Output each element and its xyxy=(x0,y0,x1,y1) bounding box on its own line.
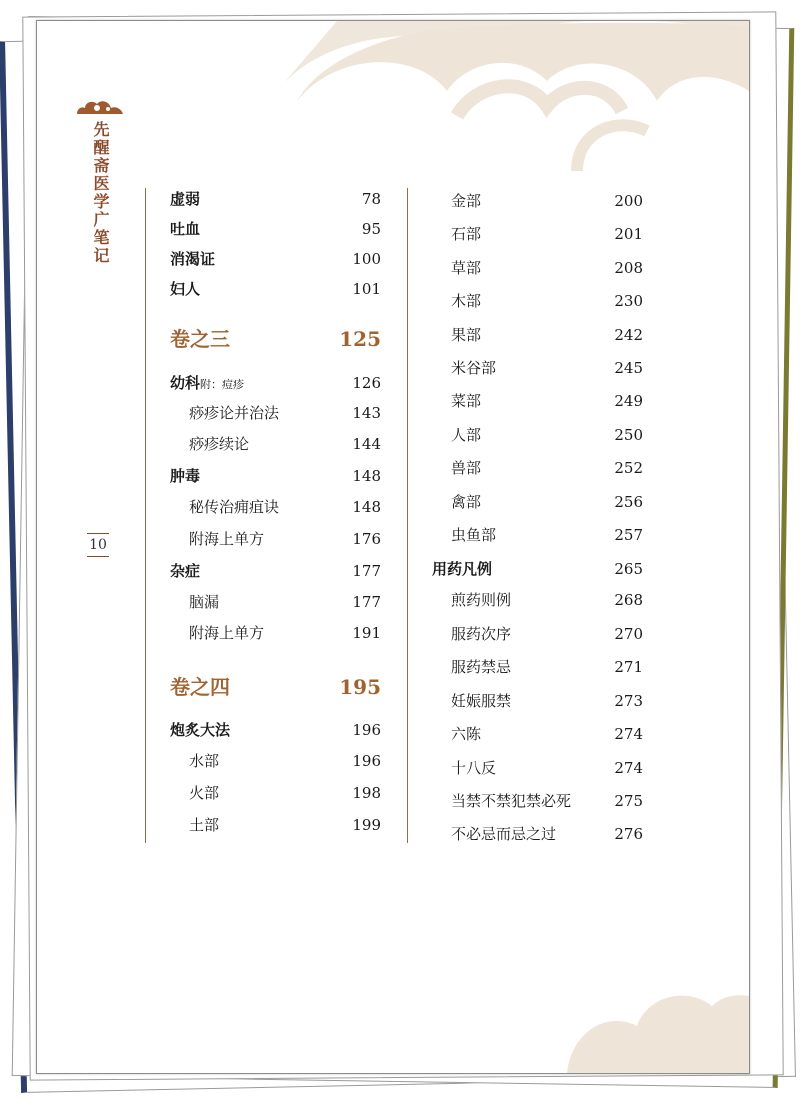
toc-entry-page: 249 xyxy=(614,392,643,410)
toc-entry xyxy=(170,249,381,269)
toc-entry-page: 257 xyxy=(614,526,643,544)
toc-entry-title: 金部 xyxy=(451,192,482,210)
toc-entry-page: 268 xyxy=(614,591,643,609)
toc-entry-page: 200 xyxy=(614,192,643,210)
toc-entry-title: 附海上单方 xyxy=(189,624,265,642)
toc-entry-title: 煎药则例 xyxy=(451,591,512,609)
toc-entry xyxy=(451,590,643,610)
cloud-logo-icon xyxy=(75,96,125,118)
toc-entry-page: 101 xyxy=(352,280,381,298)
toc-entry-title: 土部 xyxy=(189,816,220,834)
toc-entry xyxy=(451,458,643,478)
toc-entry-page: 148 xyxy=(352,467,381,485)
toc-entry-title: 虫鱼部 xyxy=(451,526,497,544)
toc-entry-page: 274 xyxy=(614,759,643,777)
toc-entry-title: 吐血 xyxy=(170,220,201,238)
toc-entry xyxy=(451,224,643,244)
toc-entry-page: 199 xyxy=(352,816,381,834)
toc-entry xyxy=(451,191,643,211)
column-divider xyxy=(407,188,408,843)
page-number: 10 xyxy=(87,533,109,557)
toc-entry xyxy=(170,219,381,239)
toc-entry-page: 191 xyxy=(352,624,381,642)
toc-entry xyxy=(170,561,381,581)
toc-entry-title: 水部 xyxy=(189,752,220,770)
toc-entry xyxy=(451,391,643,411)
toc-entry-page: 271 xyxy=(614,658,643,676)
toc-entry-page: 125 xyxy=(339,327,381,351)
toc-entry xyxy=(170,466,381,486)
toc-entry xyxy=(189,783,381,803)
toc-volume-heading xyxy=(170,674,381,700)
toc-entry-title: 人部 xyxy=(451,426,482,444)
toc-entry-title: 米谷部 xyxy=(451,359,497,377)
toc-entry-page: 250 xyxy=(614,426,643,444)
toc-entry-title: 十八反 xyxy=(451,759,497,777)
toc-entry-title: 火部 xyxy=(189,784,220,802)
toc-entry xyxy=(170,720,381,740)
toc-entry xyxy=(170,373,381,395)
toc-entry-page: 148 xyxy=(352,498,381,516)
toc-entry-title: 妊娠服禁 xyxy=(451,692,512,710)
toc-entry-page: 274 xyxy=(614,725,643,743)
toc-entry-page: 100 xyxy=(352,250,381,268)
toc-entry xyxy=(451,291,643,311)
toc-entry-page: 196 xyxy=(352,721,381,739)
toc-entry-title: 痧疹续论 xyxy=(189,435,250,453)
toc-entry xyxy=(189,497,381,517)
toc-entry xyxy=(451,624,643,644)
toc-entry-title: 服药次序 xyxy=(451,625,512,643)
toc-entry-title: 当禁不禁犯禁必死 xyxy=(451,792,572,810)
toc-entry-page: 276 xyxy=(614,825,643,843)
toc-entry xyxy=(189,592,381,612)
toc-entry xyxy=(189,529,381,549)
toc-entry-title: 虚弱 xyxy=(170,190,201,208)
toc-entry-title: 妇人 xyxy=(170,280,201,298)
running-title: 先醒斋医学广笔记 xyxy=(91,121,110,265)
toc-entry-title: 果部 xyxy=(451,326,482,344)
toc-entry xyxy=(189,815,381,835)
toc-entry-page: 201 xyxy=(614,225,643,243)
toc-entry xyxy=(451,791,643,811)
toc-entry-title: 秘传治痈疽诀 xyxy=(189,498,280,516)
toc-entry-page: 256 xyxy=(614,493,643,511)
toc-entry xyxy=(451,758,643,778)
toc-entry-page: 126 xyxy=(352,374,381,392)
toc-entry xyxy=(451,525,643,545)
toc-entry-title: 脑漏 xyxy=(189,593,220,611)
toc-entry-page: 245 xyxy=(614,359,643,377)
toc-entry xyxy=(451,657,643,677)
toc-entry-page: 78 xyxy=(361,190,381,208)
toc-entry xyxy=(170,279,381,299)
toc-entry-page: 265 xyxy=(614,560,643,578)
toc-entry-title: 菜部 xyxy=(451,392,482,410)
toc-entry-page: 230 xyxy=(614,292,643,310)
toc-entry-title: 石部 xyxy=(451,225,482,243)
toc-entry xyxy=(451,724,643,744)
toc-entry-title: 木部 xyxy=(451,292,482,310)
toc-entry xyxy=(432,559,643,579)
toc-entry-page: 144 xyxy=(352,435,381,453)
cloud-decoration-top xyxy=(277,21,749,171)
toc-entry-title: 消渴证 xyxy=(170,250,216,268)
toc-entry-title: 肿毒 xyxy=(170,467,201,485)
toc-entry-page: 176 xyxy=(352,530,381,548)
toc-entry xyxy=(451,258,643,278)
toc-entry xyxy=(189,434,381,454)
toc-entry-page: 270 xyxy=(614,625,643,643)
toc-entry-page: 242 xyxy=(614,326,643,344)
toc-entry xyxy=(451,824,643,844)
cloud-decoration-bottom xyxy=(567,981,749,1073)
toc-entry-title: 服药禁忌 xyxy=(451,658,512,676)
toc-entry-page: 196 xyxy=(352,752,381,770)
toc-entry-title: 痧疹论并治法 xyxy=(189,404,280,422)
toc-entry-page: 208 xyxy=(614,259,643,277)
toc-entry xyxy=(451,492,643,512)
toc-entry xyxy=(451,425,643,445)
toc-entry-page: 198 xyxy=(352,784,381,802)
toc-entry xyxy=(189,751,381,771)
toc-entry xyxy=(451,358,643,378)
left-rule xyxy=(145,188,146,843)
toc-entry-title: 杂症 xyxy=(170,562,201,580)
toc-entry-page: 273 xyxy=(614,692,643,710)
toc-entry-page: 275 xyxy=(614,792,643,810)
toc-entry-page: 177 xyxy=(352,593,381,611)
toc-entry-page: 252 xyxy=(614,459,643,477)
toc-entry-title: 用药凡例 xyxy=(432,560,493,578)
book-page xyxy=(36,20,750,1074)
toc-entry-note: 附：痘疹 xyxy=(200,378,245,391)
toc-entry-page: 143 xyxy=(352,404,381,422)
toc-entry xyxy=(451,325,643,345)
toc-entry-title: 兽部 xyxy=(451,459,482,477)
toc-entry-title: 禽部 xyxy=(451,493,482,511)
toc-entry-title: 卷之四 xyxy=(170,675,230,699)
toc-entry-title: 幼科 xyxy=(170,374,201,392)
toc-entry-page: 177 xyxy=(352,562,381,580)
toc-entry-page: 95 xyxy=(361,220,381,238)
toc-entry xyxy=(451,691,643,711)
toc-volume-heading xyxy=(170,326,381,352)
toc-entry xyxy=(189,403,381,423)
toc-entry xyxy=(189,623,381,643)
toc-entry-title: 六陈 xyxy=(451,725,482,743)
toc-entry-title: 附海上单方 xyxy=(189,530,265,548)
toc-entry xyxy=(170,189,381,209)
toc-entry-page: 195 xyxy=(339,675,381,699)
toc-entry-title: 草部 xyxy=(451,259,482,277)
toc-entry-title: 炮炙大法 xyxy=(170,721,231,739)
toc-entry-title: 卷之三 xyxy=(170,327,230,351)
toc-entry-title: 不必忌而忌之过 xyxy=(451,825,557,843)
